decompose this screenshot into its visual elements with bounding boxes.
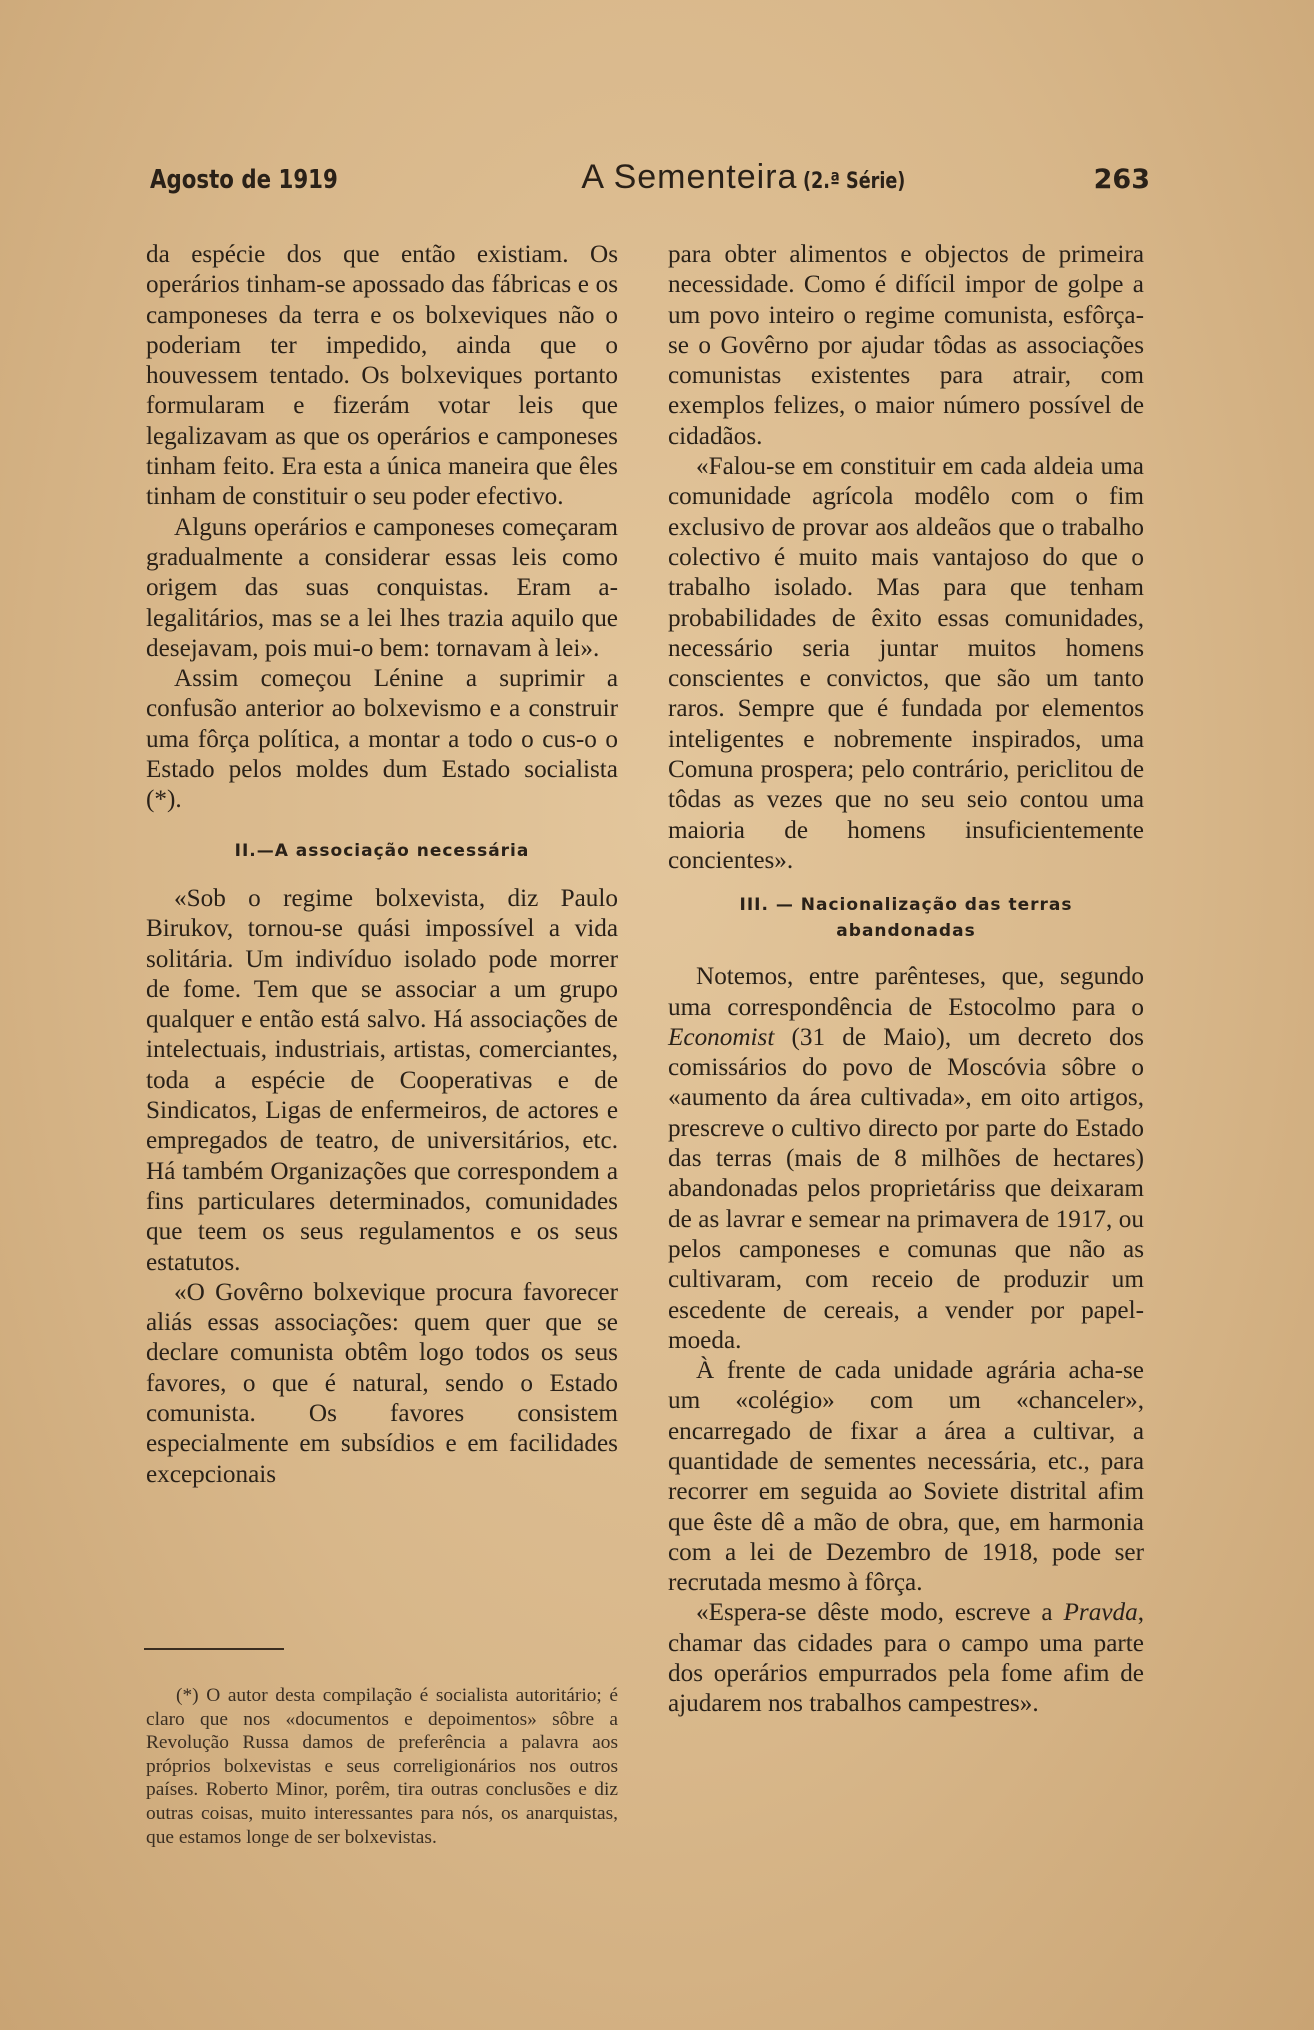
right-column [668,240,1144,1720]
footnote-divider [144,1648,284,1650]
paragraph [668,1598,1144,1719]
publication-title: A Sementeira [581,158,798,196]
masthead [581,158,931,197]
paragraph: da espécie dos que então existiam. Os operários tinham-se apossado das fábricas e os camponeses da terra e os bolxeviques não o poderiam ter impedido, ainda que o houvessem tentado. Os bolxeviques portanto formularam e fizerám votar leis que legalizavam as que os operários e camponeses tinham feito. Era esta a única maneira que êles tinham de constituir o seu poder efectivo. [146,241,618,511]
section-heading-line: abandonadas [836,921,976,942]
text-run: «Espera-se dêste modo, escreve a [696,1599,1064,1627]
text-run: , chamar das cidades para o campo uma parte dos operários empurrados pela fome afim de ajudarem nos trabalhos campestres». [668,1599,1144,1718]
text-run: Notemos, entre parênteses, que, segundo uma correspondência de Estocolmo para o [668,963,1144,1021]
footnote-text: (*) O autor desta compilação é socialista autoritário; é claro que nos «documentos e depoimentos» sôbre a Revolução Russa damos de preferência a palavra aos próprios bolxevistas e seus correligionários nos outros países. Roberto Minor, porêm, tira outras conclusões e diz outras coisas, muito interessantes para nós, os anarquistas, que estamos longe de ser bolxevistas. [146,1685,618,1848]
section-heading-line: III. — Nacionalização das terras [739,895,1073,916]
issue-date: Agosto de 1919 [150,165,338,195]
paragraph: «Sob o regime bolxevista, diz Paulo Birukov, tornou-se quási impossível a vida solitária. Um indivíduo isolado pode morrer de fome. Tem que se associar a um grupo qualquer e então está salvo. Há associações de intelectuais, industriais, artistas, comerciantes, toda a espécie de Cooperativas e de Sindicatos, Ligas de enfermeiros, de actores e empregados de teatro, de universitários, etc. Há também Organizações que correspondem a fins particulares determinados, comunidades que teem os seus regulamentos e os seus estatutos. [146,884,618,1276]
paragraph: para obter alimentos e objectos de primeira necessidade. Como é difícil impor de golpe a um povo inteiro o regime comunista, esfôrça-se o Govêrno por ajudar tôdas as associações comunistas existentes para atrair, com exemplos felizes, o maior número possível de cidadãos. [668,241,1144,450]
left-column [146,240,618,1490]
page-number: 263 [1093,164,1150,195]
page-header [150,158,1150,202]
paragraph: Assim começou Lénine a suprimir a confusão anterior ao bolxevismo e a construir uma fôrça política, a montar a todo o cus-o o Estado pelos moldes dum Estado socialista (*). [146,665,618,814]
paragraph: «O Govêrno bolxevique procura favorecer aliás essas associações: quem quer que se declare comunista obtêm logo todos os seus favores, o que é natural, sendo o Estado comunista. Os favores consistem especialmente em subsídios e em facilidades excepcionais [146,1278,618,1488]
italic-title: Pravda [1063,1599,1138,1627]
section-heading [668,892,1144,944]
section-heading: II.—A associação necessária [234,840,530,861]
paragraph: Alguns operários e camponeses começaram gradualmente a considerar essas leis como origem das suas conquistas. Eram a-legalitários, mas se a lei lhes trazia aquilo que desejavam, pois mui-o bem: tornavam à lei». [146,513,618,662]
paragraph [668,962,1144,1356]
series-label: (2.ª Série) [803,169,906,194]
text-run: (31 de Maio), um decreto dos comissários do povo de Moscóvia sôbre o «aumento da área cultivada», em oito artigos, prescreve o cultivo directo por parte do Estado das terras (mais de 8 milhões de hectares) abandonadas pelos proprietáriss que deixaram de as lavrar e semear na primavera de 1917, ou pelos camponeses e comunas que não as cultivaram, com receio de produzir um escedente de cereais, a vender por papel-moeda. [668,1023,1144,1354]
paragraph: «Falou-se em constituir em cada aldeia uma comunidade agrícola modêlo com o fim exclusivo de provar aos aldeãos que o trabalho colectivo é muito mais vantajoso do que o trabalho isolado. Mas para que tenham probabilidades de êxito essas comunidades, necessário seria juntar muitos homens conscientes e convictos, que são um tanto raros. Sempre que é fundada por elementos inteligentes e nobremente inspirados, uma Comuna prospera; pelo contrário, periclitou de tôdas as vezes que no seu seio contou uma maioria de homens insuficientemente concientes». [668,453,1144,874]
footnote [146,1684,618,1849]
paragraph: À frente de cada unidade agrária acha-se um «colégio» com um «chanceler», encarregado de fixar a área a cultivar, a quantidade de sementes necessária, etc., para recorrer em seguida ao Soviete distrital afim que êste dê a mão de obra, que, em harmonia com a lei de Dezembro de 1918, pode ser recrutada mesmo à fôrça. [668,1357,1144,1597]
italic-title: Economist [668,1023,775,1051]
